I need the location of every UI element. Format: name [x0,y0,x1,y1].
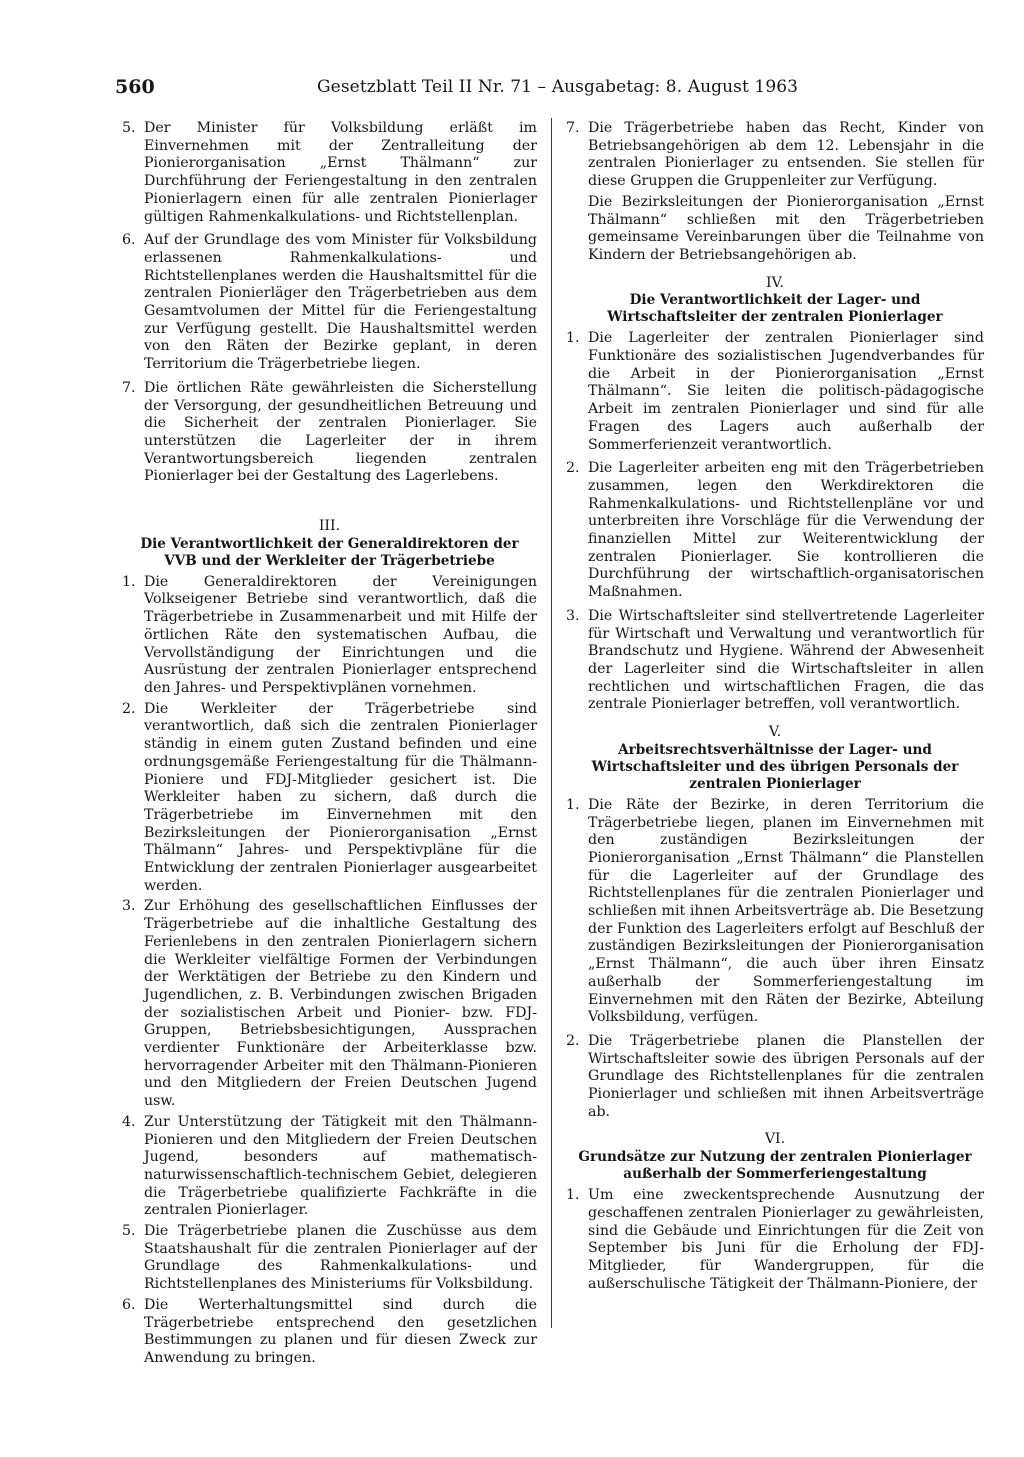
item-number: 4. [122,1113,136,1130]
list-item [566,330,984,454]
section-heading: Arbeitsrechtsverhältnisse der Lager- und Wirtschaftsleiter und des übrigen Personals der zentralen Pionierlager [591,741,959,792]
page-title: Gesetzblatt Teil II Nr. 71 – Ausgabetag: 8. August 1963 [317,77,799,97]
list-item [566,120,984,191]
item-text: Die Lagerleiter der zentralen Pionierlager sind Funktionäre des sozialistischen Jugendverbandes für die Arbeit in der Pionierorganisation „Ernst Thälmann“. Sie leiten die politisch-pädagogische Arbeit im zentralen Pionierlager und sind für alle Fragen des Lagers auch außerhalb der Sommerferienzeit verantwortlich. [588,330,984,453]
list-item [566,797,984,1027]
item-text: Der Minister für Volksbildung erläßt im Einvernehmen mit der Zentralleitung der Pionierorganisation „Ernst Thälmann“ zur Durchführung der Feriengestaltung in den zentralen Pionierlagern einen für alle zentralen Pionierlager gültigen Rahmenkalkulations- und Richtstellenplan. [144,120,537,225]
paragraph: Die Bezirksleitungen der Pionierorganisation „Ernst Thälmann“ schließen mit den Trägerbetrieben gemeinsame Vereinbarungen über die Teilnahme von Kindern der Betriebsangehörigen ab. [588,193,984,263]
item-number: 6. [122,232,136,249]
section-number: IV. [766,274,784,291]
section-heading: Die Verantwortlichkeit der Lager- und Wirtschaftsleiter der zentralen Pionierlager [607,292,943,326]
section-v [566,724,984,1121]
section-iv [566,275,984,714]
item-text: Die Trägerbetriebe planen die Planstellen der Wirtschaftsleiter sowie des übrigen Personals auf der Grundlage des Richtstellenplanes für die zentralen Pionierlager und schließen mit ihnen Arbeitsverträge ab. [588,1032,984,1120]
item-number: 1. [566,330,580,347]
item-text: Die örtlichen Räte gewährleisten die Sicherstellung der Versorgung, der gesundheitlichen Betreuung und die Sicherheit der zentralen Pionierlager. Sie unterstützen die Lagerleiter der in ihrem Verantwortungsbereich liegenden zentralen Pionierlager bei der Gestaltung des Lagerlebens. [144,379,537,485]
item-number: 2. [566,1032,580,1049]
item-text: Die Räte der Bezirke, in deren Territorium die Trägerbetriebe liegen, planen im Einvernehmen mit den zuständigen Bezirksleitungen der Pionierorganisation „Ernst Thälmann“ die Planstellen für die Lagerleiter auf der Grundlage des Richtstellenplanes für die zentralen Pionierlager und schließen mit ihnen Arbeitsverträge ab. Die Besetzung der Funktion des Lagerleiters erfolgt auf Beschluß der zuständigen Bezirksleitungen der Pionierorganisation „Ernst Thälmann“, die auch über ihren Einsatz außerhalb der Sommerferiengestaltung im Einvernehmen mit den Räten der Bezirke, Abteilung Volksbildung, verfügen. [588,796,984,1026]
section-heading: Die Verantwortlichkeit der Generaldirektoren der VVB und der Werkleiter der Trägerbetriebe [140,535,519,569]
list-item [122,1114,537,1220]
list-item [122,1223,537,1294]
page-number: 560 [115,76,155,98]
item-number: 1. [566,796,580,813]
list-item [122,701,537,896]
item-number: 7. [566,120,580,136]
item-text: Die Trägerbetriebe planen die Zuschüsse aus dem Staatshaushalt für die zentralen Pionierlager auf der Grundlage des Rahmenkalkulations- und Richtstellenplanes des Ministeriums für Volksbildung. [144,1223,537,1293]
item-text: Die Trägerbetriebe haben das Recht, Kinder von Betriebsangehörigen ab dem 12. Lebensjahr in die zentralen Pionierlager zu entsenden. Sie stellen für diese Gruppen die Gruppenleiter zur Verfügung. [588,120,984,190]
item-text: Zur Erhöhung des gesellschaftlichen Einflusses der Trägerbetriebe auf die inhaltliche Gestaltung des Ferienlebens in den zentralen Pionierlagern sichern die Werkleiter vielfältige Formen der Verbindungen der Werktätigen der Betriebe zu den Kindern und Jugendlichen, z. B. Verbindungen zwischen Brigaden der sozialistischen Arbeit und Pionier- bzw. FDJ-Gruppen, Betriebsbesichtigungen, Aussprachen verdienter Funktionäre der Arbeiterklasse bzw. hervorragender Arbeiter mit den Thälmann-Pionieren und den Mitgliedern der Freien Deutschen Jugend usw. [144,898,537,1110]
list-item [566,460,984,602]
item-number: 3. [122,898,136,915]
list-item [122,380,537,486]
item-text: Die Generaldirektoren der Vereinigungen Volkseigener Betriebe sind verantwortlich, daß die Trägerbetriebe in Zusammenarbeit und mit Hilfe der örtlichen Räte den systematischen Aufbau, die Vervollständigung der Einrichtungen und die Ausrüstung der zentralen Pionierlager entsprechend den Jahres- und Perspektivplänen vornehmen. [144,573,537,696]
section-iii [122,518,537,1368]
item-text: Um eine zweckentsprechende Ausnutzung der geschaffenen zentralen Pionierlager zu gewährleisten, sind die Gebäude und Einrichtungen für die Zeit von September bis Juni für die Erholung der FDJ-Mitglieder, für Wandergruppen, für die außerschulische Tätigkeit der Thälmann-Pioniere, der [588,1187,984,1292]
list-item [122,898,537,1110]
list-item [122,1297,537,1368]
list-item [122,120,537,226]
item-number: 1. [566,1187,580,1204]
list-item [566,608,984,714]
section-number: VI. [764,1131,786,1148]
item-number: 1. [122,573,136,590]
section-heading: Grundsätze zur Nutzung der zentralen Pionierlager außerhalb der Sommerferiengestaltung [578,1149,972,1183]
item-number: 3. [566,607,580,624]
left-column [122,120,537,1371]
section-number: III. [318,518,341,535]
section-number: V. [768,724,782,741]
item-number: 6. [122,1296,136,1313]
list-item [566,1033,984,1122]
item-number: 2. [122,700,136,717]
right-column [566,120,984,1299]
item-number: 2. [566,460,580,477]
item-text: Die Wirtschaftsleiter sind stellvertretende Lagerleiter für Wirtschaft und Verwaltung und verantwortlich für Brandschutz und Hygiene. Während der Abwesenheit der Lagerleiter sind die Wirtschaftsleiter in allen rechtlichen und wirtschaftlichen Fragen, die das zentrale Pionierlager betreffen, voll verantwortlich. [588,607,984,713]
item-text: Zur Unterstützung der Tätigkeit mit den Thälmann-Pionieren und den Mitgliedern der Freien Deutschen Jugend, besonders auf mathematisch-naturwissenschaftlich-technischem Gebiet, delegieren die Trägerbetriebe qualifizierte Fachkräfte in die zentralen Pionierlager. [144,1113,537,1219]
section-vi [566,1131,984,1293]
list-item [122,574,537,698]
item-number: 5. [122,1223,136,1240]
list-item [122,232,537,374]
item-text: Die Lagerleiter arbeiten eng mit den Trägerbetrieben zusammen, legen den Werkdirektoren die Rahmenkalkulations- und Richtstellenpläne vor und unterbreiten ihre Vorschläge für die Verwendung der finanziellen Mittel zur Weiterentwicklung der zentralen Pionierlager. Sie kontrollieren die Durchführung der wirtschaftlich-organisatorischen Maßnahmen. [588,460,984,601]
item-number: 7. [122,379,136,396]
item-text: Die Werterhaltungsmittel sind durch die Trägerbetriebe entsprechend den gesetzlichen Bestimmungen zu planen und für diesen Zweck zur Anwendung zu bringen. [144,1296,537,1366]
page-header [115,76,975,100]
item-text: Auf der Grundlage des vom Minister für Volksbildung erlassenen Rahmenkalkulations- und Richtstellenplanes werden die Haushaltsmittel für die zentralen Pionierläger den Trägerbetrieben aus dem Gesamtvolumen der Mittel für die Feriengestaltung zur Verfügung gestellt. Die Haushaltsmittel werden von den Räten der Bezirke geplant, in deren Territorium die Trägerbetriebe liegen. [144,232,537,373]
list-item [566,1187,984,1293]
item-number: 5. [122,120,136,136]
item-text: Die Werkleiter der Trägerbetriebe sind verantwortlich, daß sich die zentralen Pionierlager ständig in einem guten Zustand befinden und eine ordnungsgemäße Feriengestaltung für die Thälmann-Pioniere und FDJ-Mitglieder gesichert ist. Die Werkleiter haben zu sichern, daß durch die Trägerbetriebe im Einvernehmen mit den Bezirksleitungen der Pionierorganisation „Ernst Thälmann“ Jahres- und Perspektivpläne für die Entwicklung der zentralen Pionierlager ausgearbeitet werden. [144,700,537,894]
column-divider [551,118,552,1328]
